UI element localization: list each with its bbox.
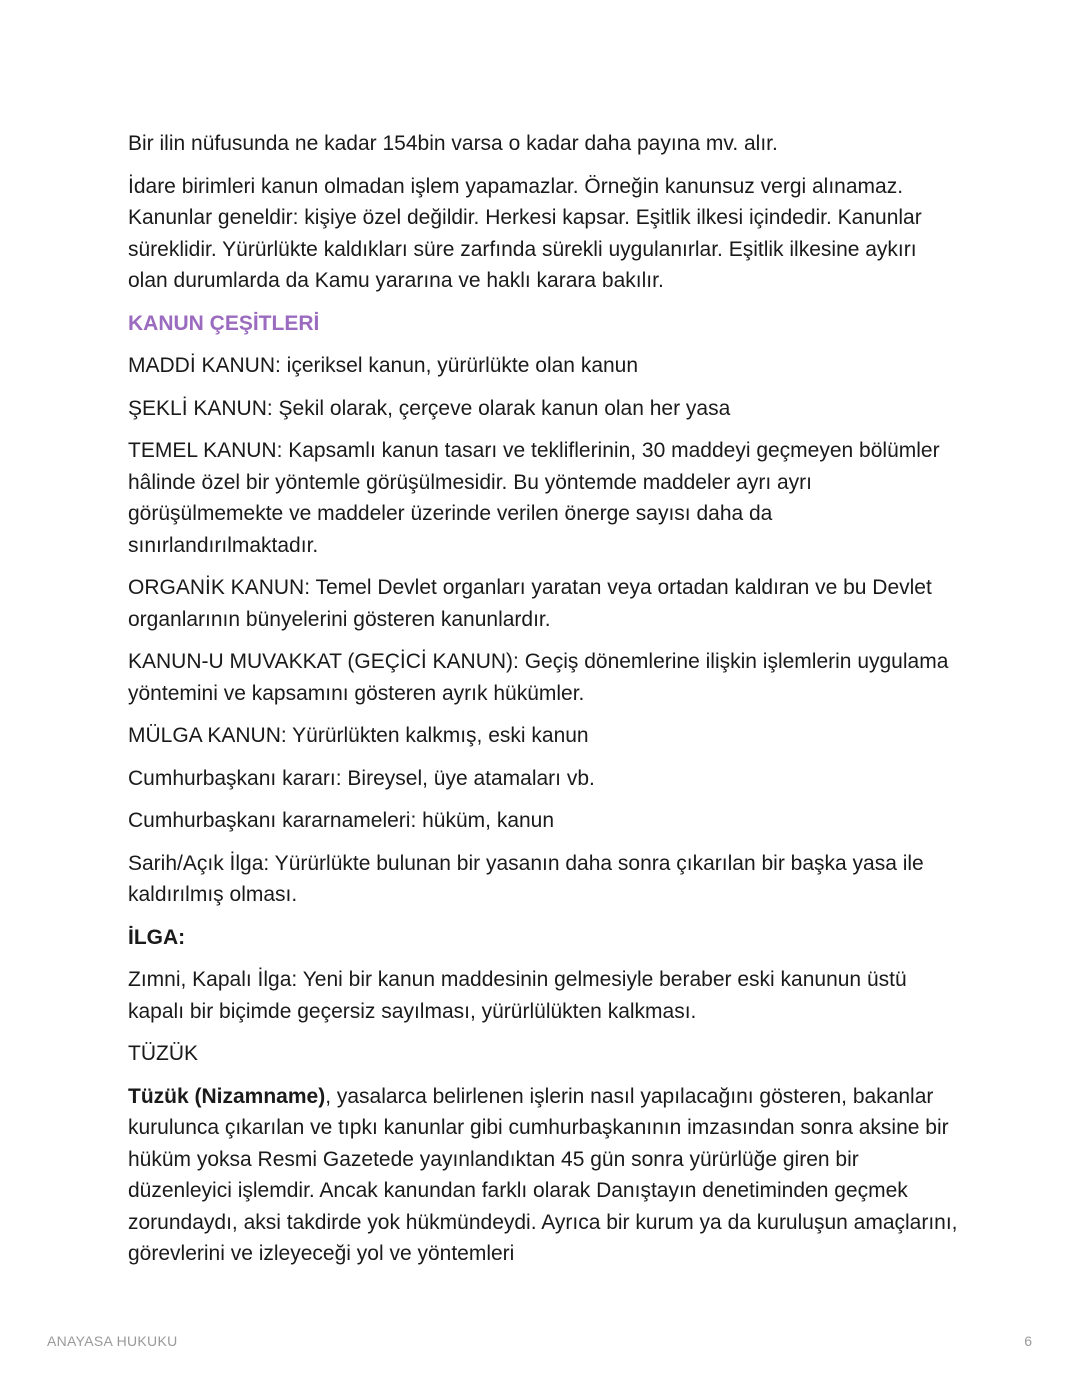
section-heading: KANUN ÇEŞİTLERİ — [128, 311, 320, 335]
paragraph: ŞEKLİ KANUN: Şekil olarak, çerçeve olarak kanun olan her yasa — [128, 396, 731, 420]
bold-term: Tüzük (Nizamname) — [128, 1084, 326, 1108]
paragraph: TÜZÜK — [128, 1042, 198, 1065]
page-number: 6 — [1024, 1333, 1032, 1349]
paragraph: Cumhurbaşkanı kararı: Bireysel, üye atamaları vb. — [128, 766, 595, 790]
document-body — [128, 128, 958, 1281]
bold-heading: İLGA: — [128, 925, 186, 949]
footer-title: ANAYASA HUKUKU — [47, 1333, 178, 1349]
paragraph: ORGANİK KANUN: Temel Devlet organları yaratan veya ortadan kaldıran ve bu Devlet organlarının bünyelerini gösteren kanunlardır. — [128, 576, 932, 631]
paragraph: Bir ilin nüfusunda ne kadar 154bin varsa o kadar daha payına mv. alır. — [128, 132, 778, 155]
paragraph: TEMEL KANUN: Kapsamlı kanun tasarı ve tekliflerinin, 30 maddeyi geçmeyen bölümler hâlinde özel bir yöntemle görüşülmesidir. Bu yöntemde maddeler ayrı ayrı görüşülmemekte ve maddeler üzerinde verilen önerge sayısı daha da sınırlandırılmaktadır. — [128, 439, 940, 557]
paragraph-text: , yasalarca belirlenen işlerin nasıl yapılacağını gösteren, bakanlar kurulunca çıkarılan ve tıpkı kanunlar gibi cumhurbaşkanının imzasından sonra aksine bir hüküm yoksa Resmi Gazetede yayınlandıktan 45 gün sonra yürürlüğe giren bir düzenleyici işlemdir. Ancak kanundan farklı olarak Danıştayın denetiminden geçmek zorundaydı, aksi takdirde yok hükmündeydi. Ayrıca bir kurum ya da kuruluşun amaçlarını, görevlerini ve izleyeceği yol ve yöntemleri — [128, 1084, 958, 1265]
paragraph: İdare birimleri kanun olmadan işlem yapamazlar. Örneğin kanunsuz vergi alınamaz. Kanunlar geneldir: kişiye özel değildir. Herkesi kapsar. Eşitlik ilkesi içindedir. Kanunlar süreklidir. Yürürlükte kaldıkları süre zarfında sürekli uygulanırlar. Eşitlik ilkesine aykırı olan durumlarda da Kamu yararına ve haklı karara bakılır. — [128, 174, 922, 292]
paragraph: Cumhurbaşkanı kararnameleri: hüküm, kanun — [128, 809, 555, 832]
paragraph: MADDİ KANUN: içeriksel kanun, yürürlükte olan kanun — [128, 354, 639, 377]
paragraph: KANUN-U MUVAKKAT (GEÇİCİ KANUN): Geçiş dönemlerine ilişkin işlemlerin uygulama yöntemini ve kapsamını gösteren ayrık hükümler. — [128, 650, 949, 705]
paragraph: Zımni, Kapalı İlga: Yeni bir kanun maddesinin gelmesiyle beraber eski kanunun üstü kapalı bir biçimde geçersiz sayılması, yürürlülükten kalkması. — [128, 968, 907, 1023]
paragraph: Sarih/Açık İlga: Yürürlükte bulunan bir yasanın daha sonra çıkarılan bir başka yasa ile kaldırılmış olması. — [128, 851, 924, 906]
paragraph — [128, 1081, 958, 1270]
paragraph: MÜLGA KANUN: Yürürlükten kalkmış, eski kanun — [128, 724, 589, 747]
